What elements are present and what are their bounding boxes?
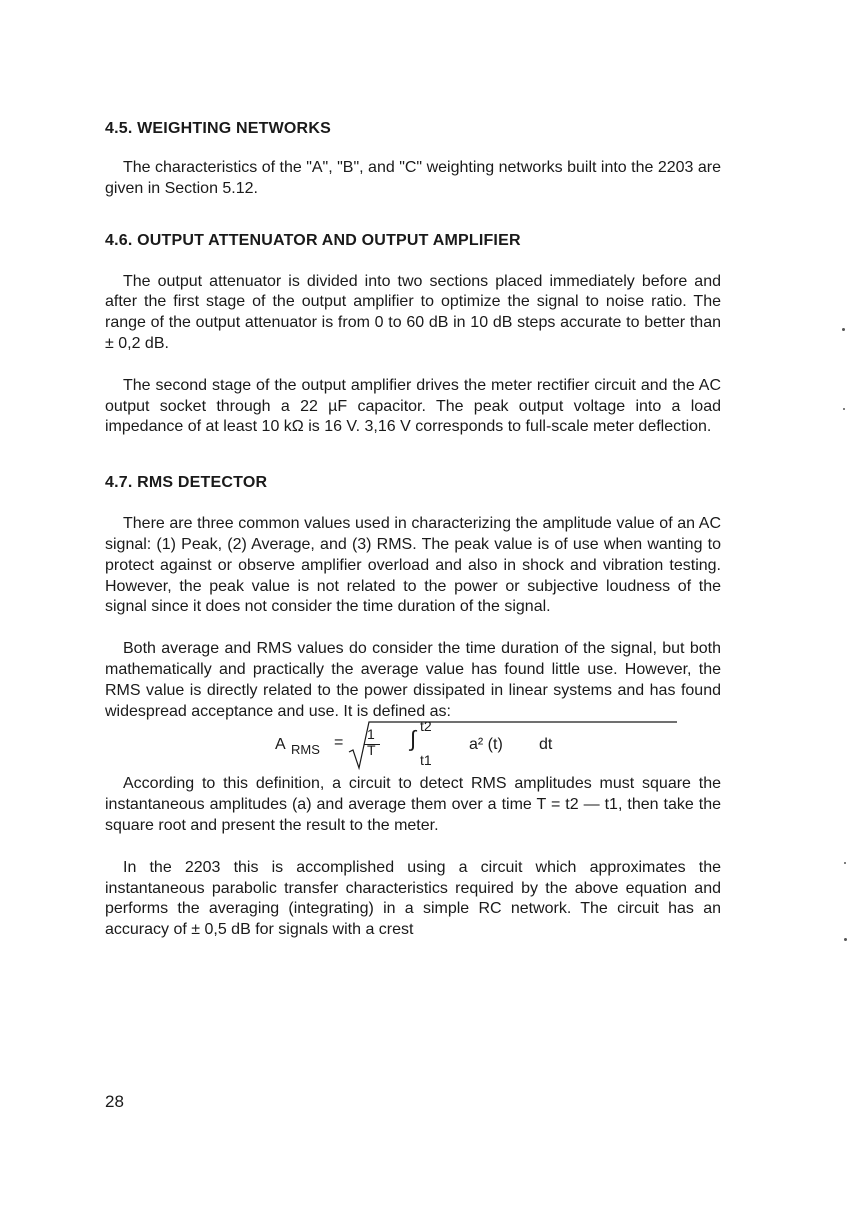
integral-sign: ∫: [410, 726, 417, 752]
formula-upper-limit: t2: [420, 718, 432, 735]
scan-speck: [844, 938, 847, 941]
formula-fraction-denominator: T: [367, 742, 376, 759]
formula-lhs: A: [275, 736, 286, 754]
formula-fraction-numerator: 1: [367, 726, 375, 743]
formula-lhs-subscript: RMS: [291, 742, 320, 758]
formula-equals: =: [334, 734, 344, 752]
paragraph-average-rms: Both average and RMS values do consider the time duration of the signal, but both mathematically and practically the average value has found little use. However, the RMS value is directly related to the power dissipated in linear systems and has found widespread acceptance and use. It is defined as:: [105, 640, 721, 720]
paragraph-amplifier: The second stage of the output amplifier drives the meter rectifier circuit and the AC output socket through a 22 µF capacitor. The peak output voltage into a load impedance of at least 10 kΩ is 16 V. 3,16 V corresponds to full-scale meter deflection.: [105, 376, 721, 436]
section-heading-4-6: 4.6. OUTPUT ATTENUATOR AND OUTPUT AMPLIFIER: [105, 231, 521, 249]
page-content: [105, 112, 721, 941]
formula-lower-limit: t1: [420, 752, 432, 769]
section-heading-4-7: 4.7. RMS DETECTOR: [105, 474, 268, 492]
page-number: 28: [105, 1092, 124, 1111]
paragraph-weighting: The characteristics of the "A", "B", and "C" weighting networks built into the 2203 are given in Section 5.12.: [105, 159, 721, 197]
scan-speck: [844, 862, 846, 864]
scan-speck: [842, 328, 845, 331]
rms-formula: [105, 718, 721, 774]
section-heading-4-5: 4.5. WEIGHTING NETWORKS: [105, 120, 331, 137]
paragraph-attenuator: The output attenuator is divided into two sections placed immediately before and after the first stage of the output amplifier to optimize the signal to noise ratio. The range of the output attenuator is from 0 to 60 dB in 10 dB steps accurate to better than ± 0,2 dB.: [105, 272, 721, 352]
formula-differential: dt: [539, 736, 553, 754]
scan-speck: [843, 408, 845, 410]
paragraph-definition: According to this definition, a circuit to detect RMS amplitudes must square the instantaneous amplitudes (a) and average them over a time T = t2 — t1, then take the square root and present the result to the meter.: [105, 775, 721, 834]
formula-integrand: a² (t): [469, 736, 503, 754]
square-root-sign: [347, 714, 677, 774]
paragraph-amplitude-values: There are three common values used in characterizing the amplitude value of an AC signal: (1) Peak, (2) Average, and (3) RMS. The peak value is of use when wanting to protect against or observe amplifier overload and also in shock and vibration testing. However, the peak value is not related to the power or subjective loudness of the signal since it does not consider the time duration of the signal.: [105, 515, 721, 616]
paragraph-circuit: In the 2203 this is accomplished using a circuit which approximates the instantaneous parabolic transfer characteristics required by the above equation and performs the averaging (integrating) in a simple RC network. The circuit has an accuracy of ± 0,5 dB for signals with a crest: [105, 858, 721, 939]
